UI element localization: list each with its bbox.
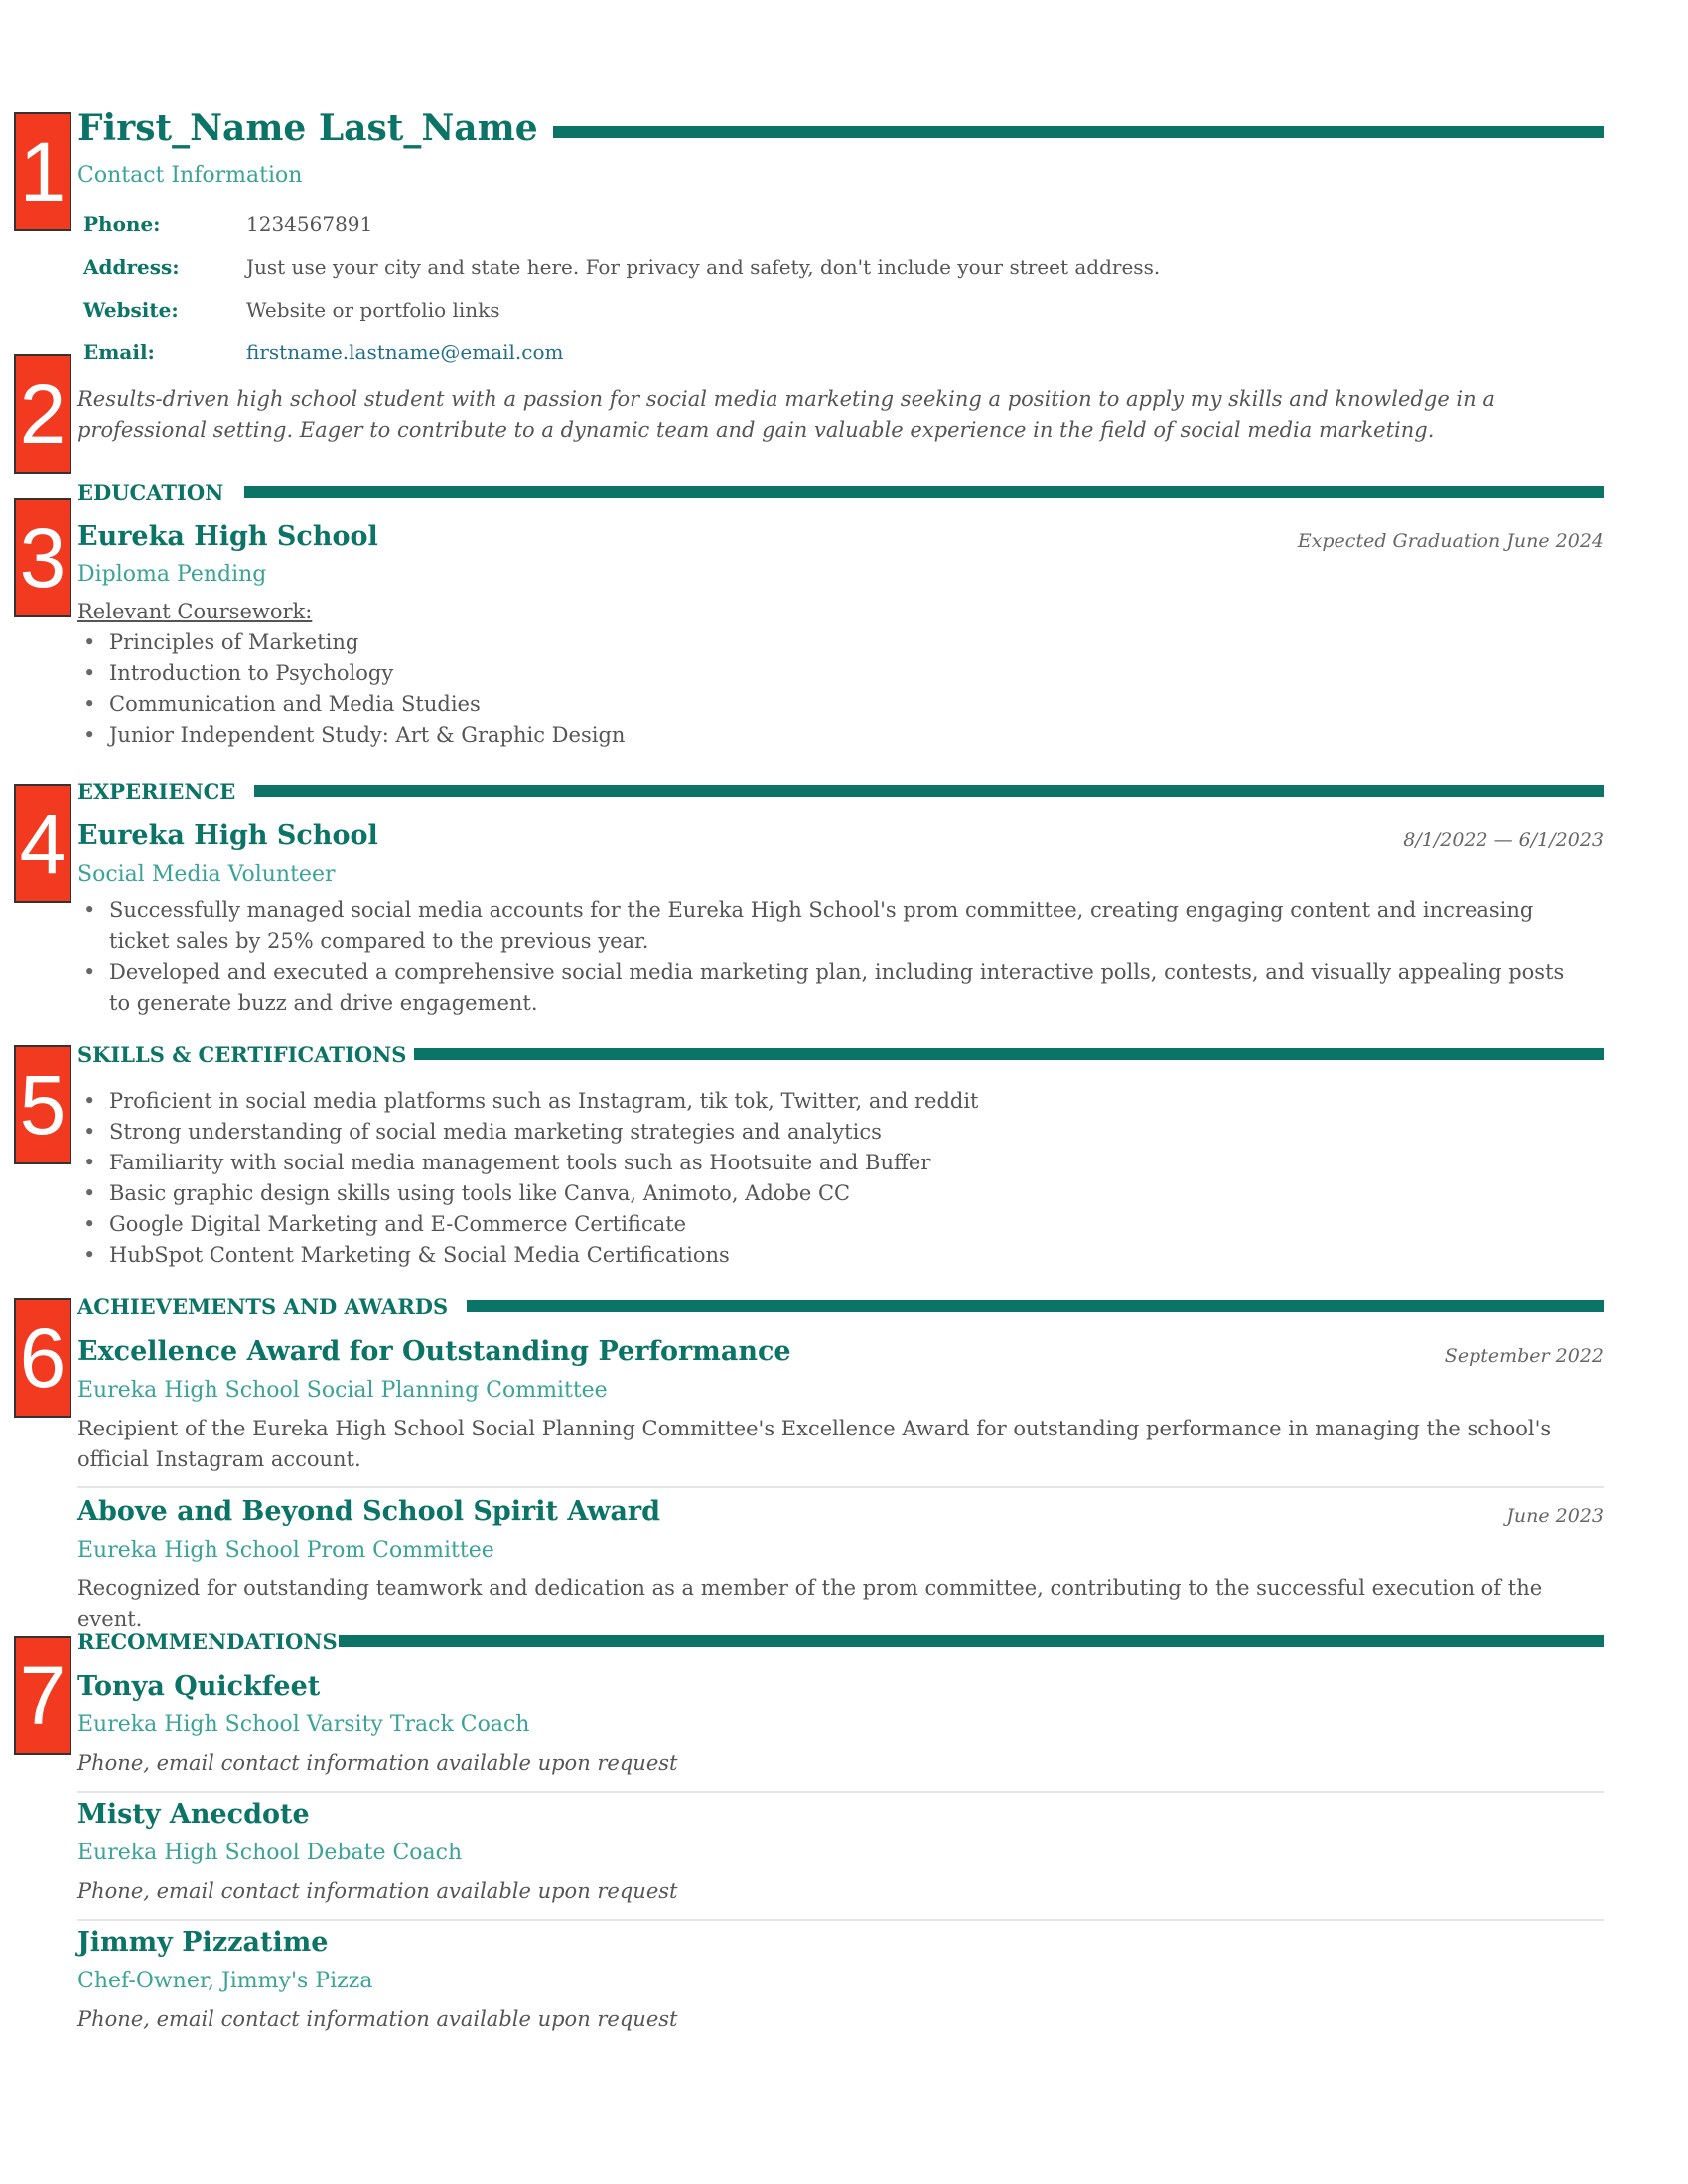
- list-item: • Communication and Media Studies: [109, 689, 625, 720]
- skills-list: [109, 1086, 979, 1271]
- contact-value-website: Website or portfolio links: [246, 298, 500, 322]
- award-description: Recognized for outstanding teamwork and dedication as a member of the prom committee, contributing to the successful execution of the event.: [77, 1576, 1543, 1631]
- recommender-note: Phone, email contact information available upon request: [77, 2007, 678, 2031]
- coursework-list: [109, 627, 625, 751]
- education-rule: [244, 486, 1604, 498]
- awards-rule: [467, 1300, 1604, 1312]
- award-name: Above and Beyond School Spirit Award: [77, 1496, 661, 1527]
- experience-bullets: [109, 895, 1579, 1019]
- recommender-role: Eureka High School Varsity Track Coach: [77, 1712, 530, 1737]
- skills-rule: [414, 1048, 1604, 1060]
- recommendation-divider: [77, 1791, 1604, 1793]
- contact-label-address: Address:: [83, 255, 180, 279]
- list-item: • Strong understanding of social media marketing strategies and analytics: [109, 1117, 979, 1148]
- recommender-name: Jimmy Pizzatime: [77, 1927, 329, 1958]
- award-org: Eureka High School Prom Committee: [77, 1538, 494, 1563]
- list-item: • Proficient in social media platforms such as Instagram, tik tok, Twitter, and reddit: [109, 1086, 979, 1117]
- header-rule: [553, 126, 1604, 138]
- education-date: Expected Graduation June 2024: [1297, 530, 1604, 552]
- recommender-note: Phone, email contact information available upon request: [77, 1879, 678, 1903]
- experience-date: 8/1/2022 — 6/1/2023: [1403, 829, 1604, 851]
- recommendation-divider: [77, 1919, 1604, 1921]
- skills-heading: SKILLS & CERTIFICATIONS: [77, 1042, 407, 1067]
- list-item: • Familiarity with social media management tools such as Hootsuite and Buffer: [109, 1148, 979, 1178]
- section-marker-2: 2: [14, 354, 71, 474]
- experience-role: Social Media Volunteer: [77, 862, 336, 887]
- section-marker-6: 6: [14, 1298, 71, 1418]
- contact-heading: Contact Information: [77, 163, 303, 188]
- education-degree: Diploma Pending: [77, 562, 267, 587]
- list-item: • Developed and executed a comprehensive social media marketing plan, including interactive polls, contests, and visually appealing posts to generate buzz and drive engagement.: [109, 957, 1579, 1019]
- contact-value-phone: 1234567891: [246, 212, 373, 236]
- recommender-note: Phone, email contact information available upon request: [77, 1751, 678, 1775]
- education-heading: EDUCATION: [77, 480, 224, 505]
- coursework-label: Relevant Coursework:: [77, 600, 313, 623]
- education-school: Eureka High School: [77, 521, 378, 552]
- award-name: Excellence Award for Outstanding Performance: [77, 1336, 791, 1367]
- list-item: • Google Digital Marketing and E-Commerce Certificate: [109, 1209, 979, 1240]
- list-item: • Introduction to Psychology: [109, 658, 625, 689]
- recommender-role: Eureka High School Debate Coach: [77, 1841, 463, 1865]
- experience-org: Eureka High School: [77, 820, 378, 851]
- list-item: • HubSpot Content Marketing & Social Media Certifications: [109, 1240, 979, 1271]
- candidate-name: First_Name Last_Name: [77, 107, 538, 149]
- award-date: June 2023: [1506, 1505, 1604, 1527]
- experience-heading: EXPERIENCE: [77, 779, 236, 804]
- recommendations-heading: RECOMMENDATIONS: [77, 1629, 338, 1654]
- award-org: Eureka High School Social Planning Committee: [77, 1378, 608, 1403]
- recommendations-rule: [339, 1635, 1604, 1647]
- award-date: September 2022: [1444, 1345, 1604, 1367]
- list-item: • Principles of Marketing: [109, 627, 625, 658]
- experience-rule: [254, 785, 1604, 797]
- list-item: • Basic graphic design skills using tools like Canva, Animoto, Adobe CC: [109, 1178, 979, 1209]
- section-marker-1: 1: [14, 112, 71, 231]
- summary-text: Results-driven high school student with a passion for social media marketing seeking a position to apply my skills and knowledge in a professional setting. Eager to contribute to a dynamic team and gain valuable experience in the field of social media marketing.: [77, 387, 1495, 442]
- recommender-name: Misty Anecdote: [77, 1799, 310, 1830]
- awards-heading: ACHIEVEMENTS AND AWARDS: [77, 1295, 449, 1319]
- list-item: • Junior Independent Study: Art & Graphic Design: [109, 720, 625, 751]
- contact-value-address: Just use your city and state here. For privacy and safety, don't include your street address.: [246, 255, 1161, 279]
- contact-label-email: Email:: [83, 341, 155, 364]
- award-divider: [77, 1486, 1604, 1488]
- award-description: Recipient of the Eureka High School Social Planning Committee's Excellence Award for outstanding performance in managing the school's official Instagram account.: [77, 1417, 1552, 1471]
- section-marker-4: 4: [14, 784, 71, 903]
- recommender-role: Chef-Owner, Jimmy's Pizza: [77, 1969, 373, 1993]
- contact-label-phone: Phone:: [83, 212, 161, 236]
- recommender-name: Tonya Quickfeet: [77, 1671, 321, 1702]
- section-marker-7: 7: [14, 1636, 71, 1755]
- contact-label-website: Website:: [83, 298, 179, 322]
- section-marker-3: 3: [14, 498, 71, 617]
- email-link[interactable]: firstname.lastname@email.com: [246, 341, 564, 364]
- list-item: • Successfully managed social media accounts for the Eureka High School's prom committee, creating engaging content and increasing ticket sales by 25% compared to the previous year.: [109, 895, 1579, 957]
- section-marker-5: 5: [14, 1045, 71, 1164]
